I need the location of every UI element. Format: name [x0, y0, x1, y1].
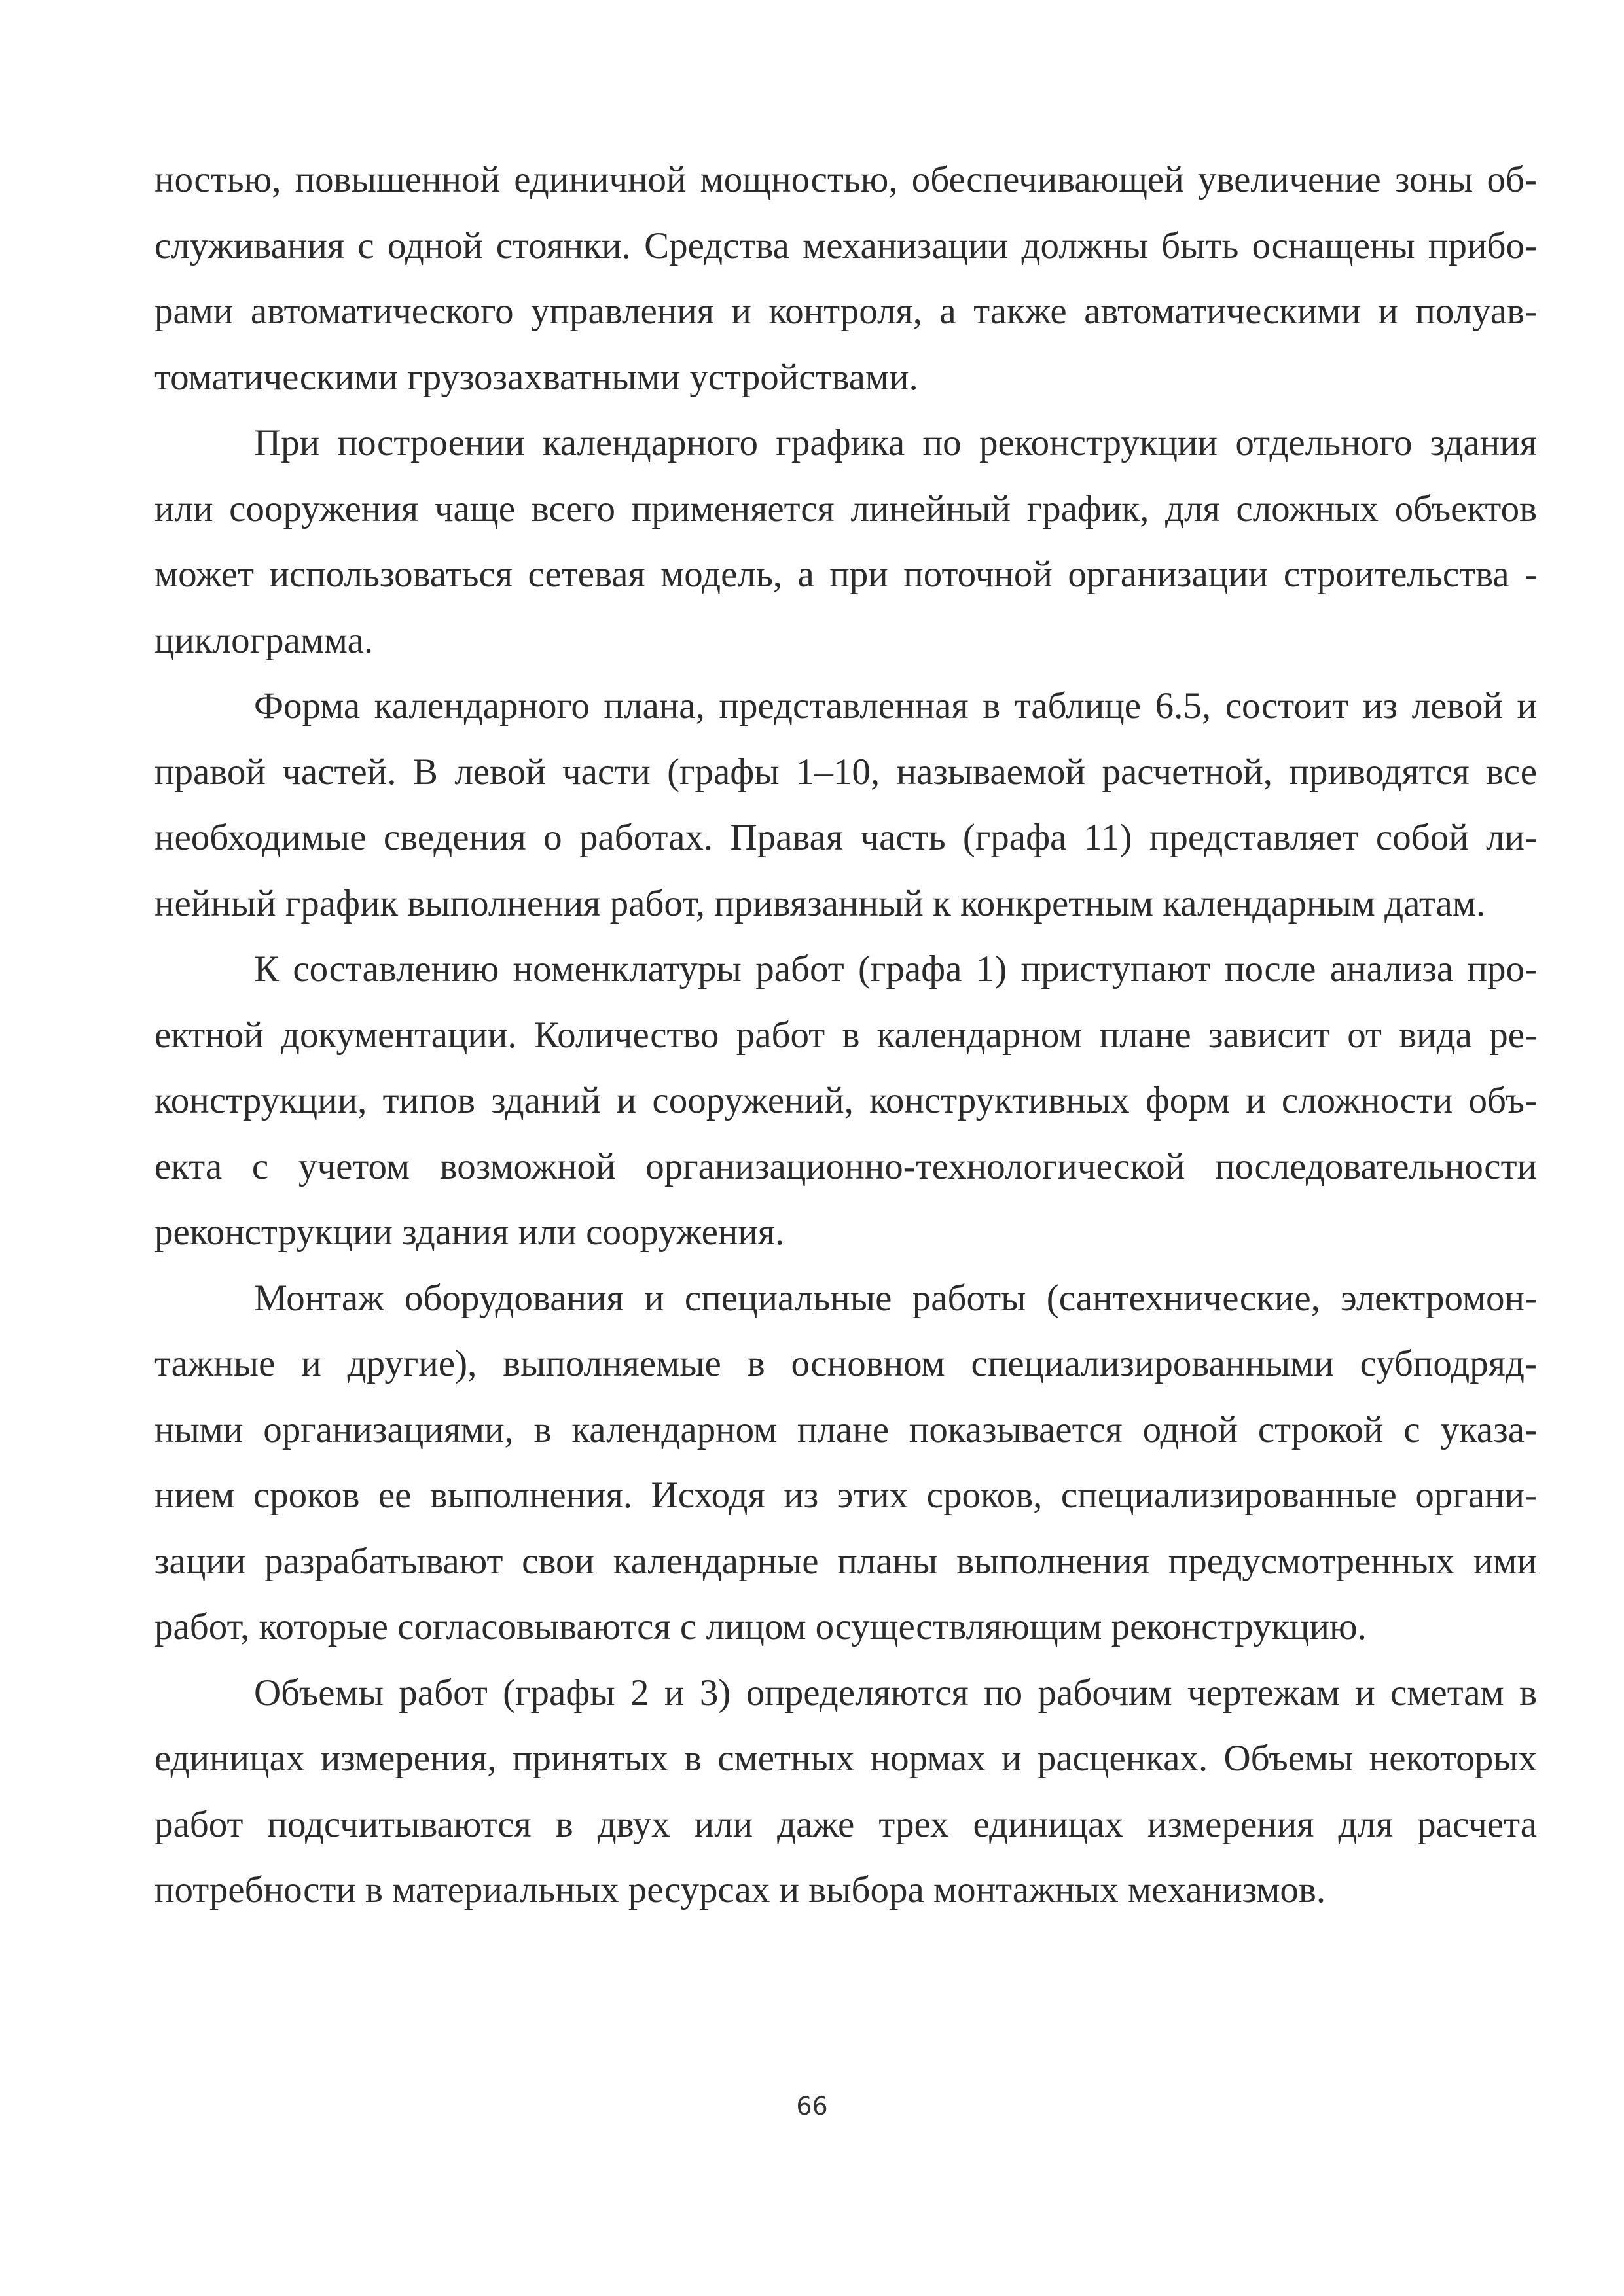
text-line: томатическими грузозахватными устройствами. [154, 356, 918, 398]
page-number: 66 [796, 2092, 828, 2121]
paragraph [154, 937, 1537, 1266]
text-line: работ, которые согласовываются с лицом осуществляющим реконструкцию. [154, 1606, 1367, 1647]
text-line: К составлению номенклатуры работ (графа 1) приступают после анализа про- [254, 948, 1537, 990]
text-line: Форма календарного плана, представленная в таблице 6.5, состоит из левой и [254, 685, 1537, 726]
text-line: екта с учетом возможной организационно-технологической последовательности [154, 1145, 1537, 1187]
text-line: Монтаж оборудования и специальные работы (сантехнические, электромон- [254, 1277, 1537, 1319]
text-line: или сооружения чаще всего применяется линейный график, для сложных объектов [154, 488, 1537, 529]
text-line: единицах измерения, принятых в сметных нормах и расценках. Объемы некоторых [154, 1738, 1537, 1779]
text-line: При построении календарного графика по реконструкции отдельного здания [254, 422, 1537, 463]
paragraph [154, 410, 1537, 673]
text-line: ностью, повышенной единичной мощностью, обеспечивающей увеличение зоны об- [154, 159, 1537, 200]
text-line: нием сроков ее выполнения. Исходя из этих сроков, специализированные органи- [154, 1475, 1537, 1516]
text-line: служивания с одной стоянки. Средства механизации должны быть оснащены прибо- [154, 224, 1537, 266]
text-line: рами автоматического управления и контроля, а также автоматическими и полуав- [154, 291, 1537, 332]
text-line: потребности в материальных ресурсах и выбора монтажных механизмов. [154, 1869, 1326, 1910]
text-line: нейный график выполнения работ, привязанный к конкретным календарным датам. [154, 882, 1486, 924]
text-line: ектной документации. Количество работ в календарном плане зависит от вида ре- [154, 1014, 1537, 1056]
text-line: циклограмма. [154, 619, 374, 661]
text-line: необходимые сведения о работах. Правая часть (графа 11) представляет собой ли- [154, 817, 1537, 858]
body-text [154, 147, 1537, 1924]
text-line: правой частей. В левой части (графы 1–10, называемой расчетной, приводятся все [154, 751, 1537, 793]
text-line: реконструкции здания или сооружения. [154, 1211, 785, 1253]
paragraph [154, 673, 1537, 937]
text-line: может использоваться сетевая модель, а при поточной организации строительства - [154, 554, 1537, 595]
text-line: зации разрабатывают свои календарные планы выполнения предусмотренных ими [154, 1540, 1537, 1582]
paragraph [154, 147, 1537, 410]
text-line: Объемы работ (графы 2 и 3) определяются по рабочим чертежам и сметам в [254, 1672, 1537, 1713]
text-line: работ подсчитываются в двух или даже трех единицах измерения для расчета [154, 1803, 1537, 1845]
text-line: конструкции, типов зданий и сооружений, конструктивных форм и сложности объ- [154, 1080, 1537, 1121]
paragraph [154, 1660, 1537, 1924]
text-line: тажные и другие), выполняемые в основном специализированными субподряд- [154, 1343, 1537, 1384]
paragraph [154, 1266, 1537, 1660]
text-line: ными организациями, в календарном плане показывается одной строкой с указа- [154, 1408, 1537, 1450]
